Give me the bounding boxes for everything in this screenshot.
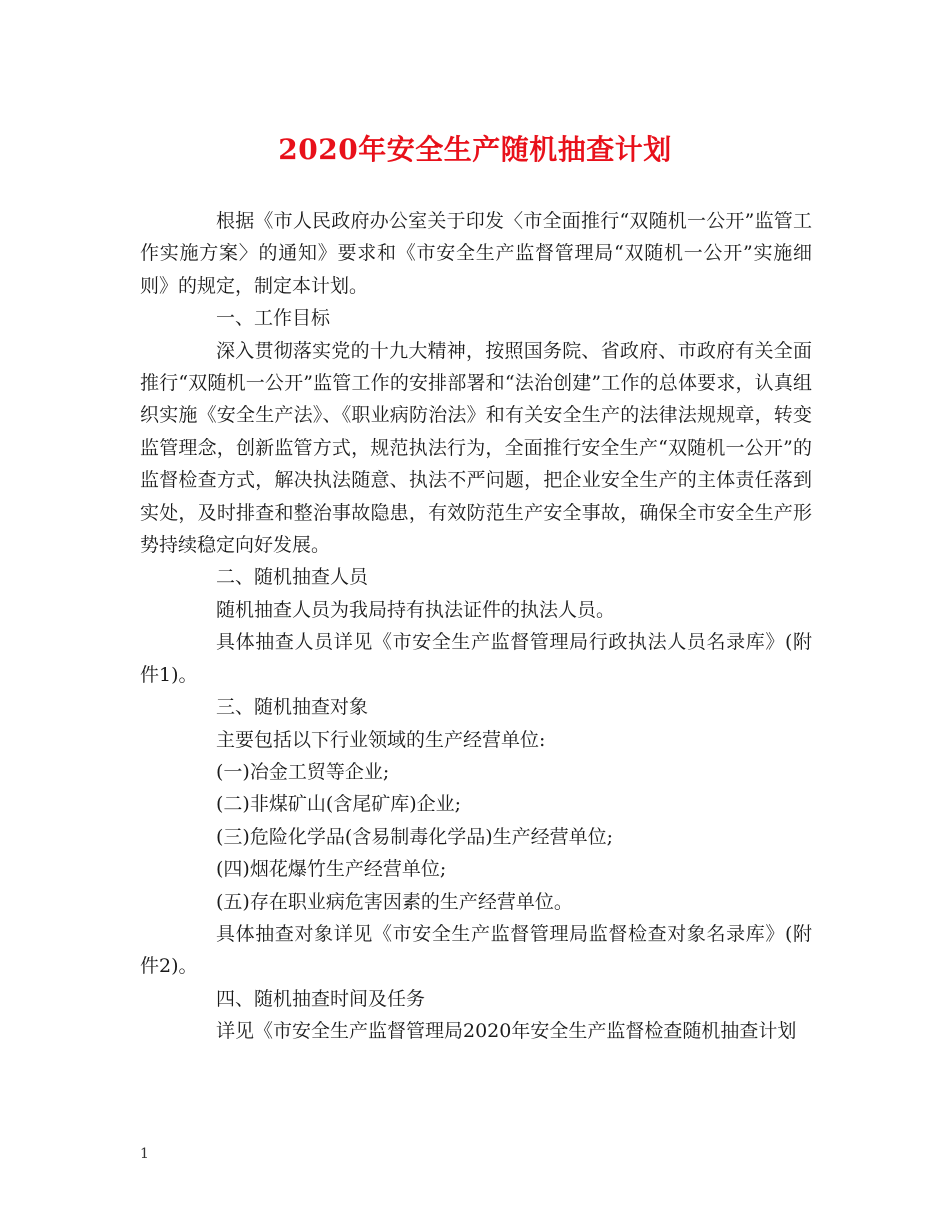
paragraph-inspectors: 随机抽查人员为我局持有执法证件的执法人员。	[216, 598, 616, 621]
list-item: (五)存在职业病危害因素的生产经营单位。	[216, 890, 573, 913]
heading-targets: 三、随机抽查对象	[216, 696, 369, 719]
paragraph-targets-detail: 具体抽查对象详见《市安全生产监督管理局监督检查对象名录库》(附件2)。	[140, 922, 812, 978]
paragraph-intro: 根据《市人民政府办公室关于印发〈市全面推行“双随机一公开”监管工作实施方案〉的通知》要求和《市安全生产监督管理局“双随机一公开”实施细则》的规定，制定本计划。	[140, 210, 812, 297]
list-item: (四)烟花爆竹生产经营单位;	[216, 858, 447, 881]
list-item: (三)危险化学品(含易制毒化学品)生产经营单位;	[216, 825, 614, 848]
heading-schedule: 四、随机抽查时间及任务	[216, 987, 426, 1010]
paragraph-schedule: 详见《市安全生产监督管理局2020年安全生产监督检查随机抽查计划	[216, 1020, 797, 1043]
heading-work-goal: 一、工作目标	[216, 307, 331, 330]
page-number: 1	[140, 1146, 149, 1162]
heading-inspectors: 二、随机抽查人员	[216, 566, 369, 589]
list-item: (二)非煤矿山(含尾矿库)企业;	[216, 793, 462, 816]
paragraph-inspectors-detail: 具体抽查人员详见《市安全生产监督管理局行政执法人员名录库》(附件1)。	[140, 631, 812, 686]
list-item: (一)冶金工贸等企业;	[216, 760, 390, 783]
document-body	[140, 205, 812, 1048]
paragraph-work-goal: 深入贯彻落实党的十九大精神，按照国务院、省政府、市政府有关全面推行“双随机一公开”监管工作的安排部署和“法治创建”工作的总体要求，认真组织实施《安全生产法》、《职业病防治法》和有关安全生产的法律法规规章，转变监管理念，创新监管方式，规范执法行为，全面推行安全生产“双随机一公开”的监督检查方式，解决执法随意、执法不严问题，把企业安全生产的主体责任落到实处，及时排查和整治事故隐患，有效防范生产安全事故，确保全市安全生产形势持续稳定向好发展。	[140, 339, 812, 557]
paragraph-targets-intro: 主要包括以下行业领域的生产经营单位:	[216, 728, 546, 751]
document-title: 2020年安全生产随机抽查计划	[278, 133, 672, 166]
